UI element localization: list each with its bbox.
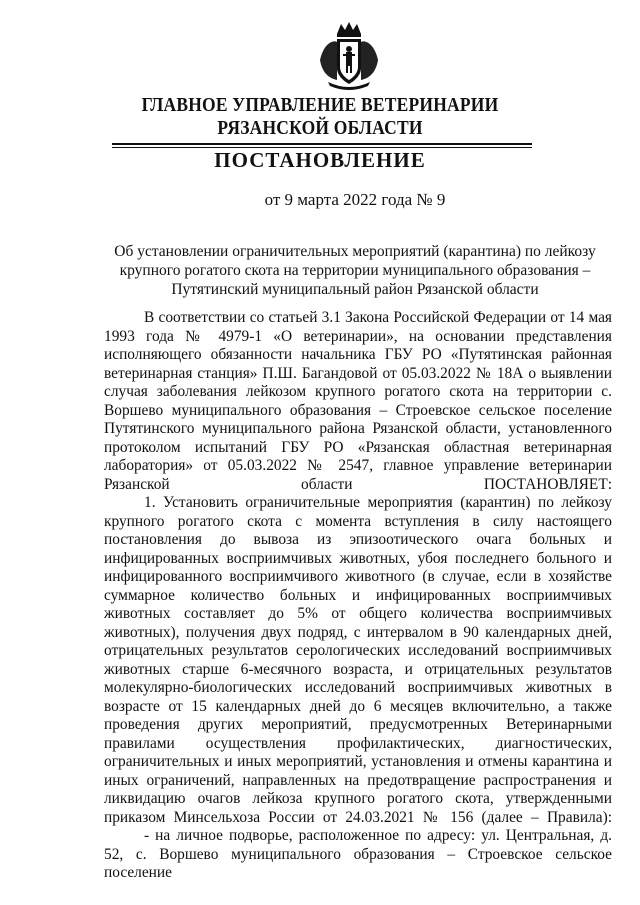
document-date-number: от 9 марта 2022 года № 9: [264, 190, 446, 209]
org-name-line1: ГЛАВНОЕ УПРАВЛЕНИЕ ВЕТЕРИНАРИИ: [141, 92, 499, 116]
item-1-paragraph: 1. Установить ограничительные мероприятия (карантин) по лейкозу крупного рогатого скота с момента вступления в силу настоящего постановления до вывоза из эпизоотического очага больных и инфицированных восприимчивых животных, убоя последнего больного и инфицированного восприимчивого животного (в случае, если в хозяйстве суммарное количество больных и инфицированных восприимчивых животных составляет до 5% от общего количества восприимчивых животных), получения двух подряд, с интервалом в 90 календарных дней, отрицательных результатов серологических исследований восприимчивых животных старше 6-месячного возраста, и отрицательных результатов молекулярно-биологических исследований восприимчивых животных в возрасте от 15 календарных дней до 6 месяцев включительно, а также проведения других мероприятий, предусмотренных Ветеринарными правилами осуществления профилактических, диагностических, ограничительных и иных мероприятий, установления и отмены карантина и иных ограничений, направленных на предотвращение распространения и ликвидацию очагов лейкоза крупного рогатого скота, утвержденными приказом Минсельхоза России от 24.03.2021 № 156 (далее – Правила):: [104, 494, 612, 826]
org-name-line2: РЯЗАНСКОЙ ОБЛАСТИ: [217, 115, 423, 139]
document-type: ПОСТАНОВЛЕНИЕ: [214, 148, 426, 172]
bullet-1-paragraph: - на личное подворье, расположенное по адресу: ул. Центральная, д. 52, с. Воршево муниципального образования – Строевское сельское поселение: [104, 827, 612, 881]
preamble-paragraph: В соответствии со статьей 3.1 Закона Российской Федерации от 14 мая 1993 года № 4979-1 «О ветеринарии», на основании представления исполняющего обязанности начальника ГБУ РО «Путятинская районная ветеринарная станция» П.Ш. Багандовой от 05.03.2022 № 18А о выявлении случая заболевания лейкозом крупного рогатого скота на территории с. Воршево муниципального образования – Строевское сельское поселение Путятинского муниципального района Рязанской области, установленного протоколом испытаний ГБУ РО «Рязанская областная ветеринарная лаборатория» от 05.03.2022 № 2547, главное управление ветеринарии Рязанской области ПОСТАНОВЛЯЕТ:: [104, 309, 612, 493]
document-body: [104, 309, 612, 883]
coat-of-arms-icon: [310, 20, 388, 90]
document-subject: Об установлении ограничительных мероприятий (карантина) по лейкозу крупного рогатого скота на территории муниципального образования – Путятинский муниципальный район Рязанской области: [114, 243, 596, 298]
header-divider: [112, 143, 532, 145]
